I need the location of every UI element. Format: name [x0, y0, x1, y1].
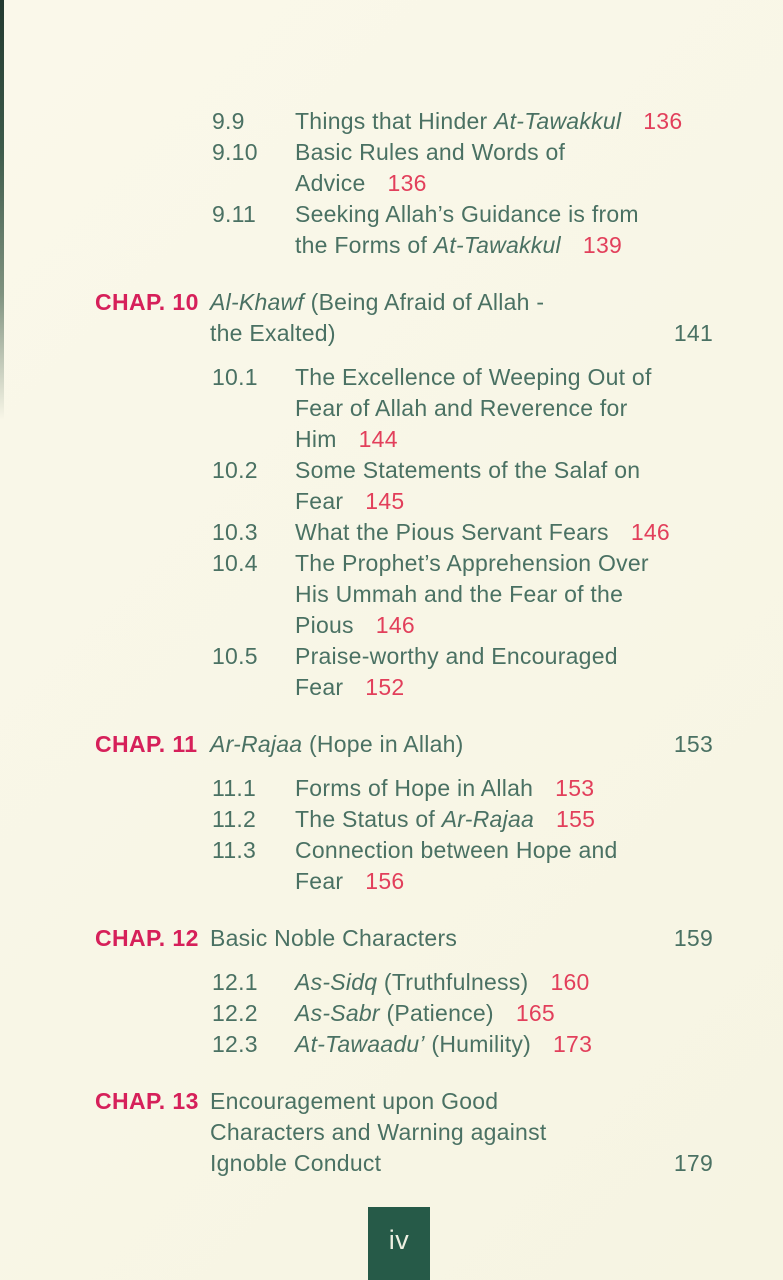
section-page-number: 160	[550, 969, 590, 995]
toc-list	[0, 106, 713, 1179]
title-text: Fear	[295, 868, 344, 894]
toc-section-entry	[0, 773, 713, 804]
section-number: 10.1	[212, 364, 258, 390]
toc-section-entry	[0, 455, 713, 517]
section-number: 12.1	[212, 969, 258, 995]
title-text-italic: Al-Khawf	[210, 289, 305, 315]
section-number: 12.3	[212, 1031, 258, 1057]
title-text: What the Pious Servant Fears	[295, 519, 609, 545]
entry-title	[295, 455, 713, 517]
section-number: 9.9	[212, 108, 245, 134]
title-text: (Being Afraid of Allah -	[304, 289, 545, 315]
section-page-number: 136	[387, 170, 427, 196]
title-text: Fear	[295, 674, 344, 700]
entry-title	[210, 287, 665, 349]
entry-title	[295, 641, 713, 703]
title-text: Some Statements of the Salaf on	[295, 457, 641, 483]
title-text: Connection between Hope and	[295, 837, 618, 863]
title-text: the Exalted)	[210, 320, 336, 346]
entry-title	[295, 362, 713, 455]
toc-section-entry	[0, 998, 713, 1029]
chapter-page-number: 179	[673, 1150, 713, 1176]
title-text: Forms of Hope in Allah	[295, 775, 534, 801]
toc-section-entry	[0, 1029, 713, 1060]
section-page-number: 156	[365, 868, 405, 894]
title-text-italic: Ar-Rajaa	[441, 806, 535, 832]
section-page-number: 144	[358, 426, 398, 452]
entry-title	[210, 729, 665, 760]
title-text: Basic Rules and Words of	[295, 139, 566, 165]
section-page-number: 145	[365, 488, 405, 514]
title-text: Characters and Warning against	[210, 1119, 547, 1145]
section-number: 11.1	[212, 775, 257, 801]
entry-title	[295, 548, 713, 641]
page-number-label: iv	[388, 1225, 410, 1255]
section-number: 11.2	[212, 806, 257, 832]
section-number: 10.2	[212, 457, 258, 483]
entry-title	[210, 923, 665, 954]
chapter-label: CHAP. 11	[95, 731, 198, 757]
entry-title	[295, 517, 713, 548]
toc-section-entry	[0, 517, 713, 548]
toc-section-entry	[0, 804, 713, 835]
title-text: Fear	[295, 488, 344, 514]
toc-chapter-entry	[0, 1086, 713, 1179]
section-page-number: 146	[630, 519, 670, 545]
title-text: Things that Hinder	[295, 108, 495, 134]
chapter-page-number: 141	[673, 320, 713, 346]
section-page-number: 139	[582, 232, 623, 258]
toc-section-entry	[0, 137, 713, 199]
chapter-label: CHAP. 13	[95, 1088, 199, 1114]
title-text: The Prophet’s Apprehension Over	[295, 550, 649, 576]
title-text: (Truthfulness)	[377, 969, 529, 995]
entry-title	[295, 773, 713, 804]
title-text-italic: As-Sabr	[295, 1000, 380, 1026]
entry-title	[295, 804, 713, 835]
section-page-number: 146	[375, 612, 415, 638]
entry-title	[295, 835, 713, 897]
section-number: 10.3	[212, 519, 258, 545]
toc-section-entry	[0, 362, 713, 455]
title-text-italic: Ar-Rajaa	[210, 731, 303, 757]
title-text: Advice	[295, 170, 366, 196]
toc-chapter-entry	[0, 923, 713, 954]
section-number: 10.4	[212, 550, 258, 576]
title-text: Pious	[295, 612, 354, 638]
toc-section-entry	[0, 199, 713, 261]
section-page-number: 153	[555, 775, 595, 801]
toc-section-entry	[0, 641, 713, 703]
title-text: (Humility)	[424, 1031, 532, 1057]
entry-title	[295, 137, 713, 199]
entry-title	[210, 1086, 665, 1179]
toc-chapter-entry	[0, 729, 713, 760]
title-text: Seeking Allah’s Guidance is from	[295, 201, 639, 227]
section-number: 11.3	[212, 837, 257, 863]
toc-section-entry	[0, 835, 713, 897]
title-text-italic: At-Tawakkul	[494, 108, 622, 134]
toc-section-entry	[0, 548, 713, 641]
entry-title	[295, 106, 713, 137]
section-page-number: 165	[515, 1000, 555, 1026]
title-text: The Status of	[295, 806, 442, 832]
title-text: Ignoble Conduct	[210, 1150, 382, 1176]
section-number: 12.2	[212, 1000, 258, 1026]
chapter-page-number: 159	[673, 925, 713, 951]
title-text-italic: As-Sidq	[295, 969, 378, 995]
title-text: (Patience)	[379, 1000, 494, 1026]
section-page-number: 152	[365, 674, 405, 700]
title-text: Him	[295, 426, 337, 452]
title-text: The Excellence of Weeping Out of	[295, 364, 652, 390]
title-text: Basic Noble Characters	[210, 925, 458, 951]
entry-title	[295, 1029, 713, 1060]
title-text: His Ummah and the Fear of the	[295, 581, 624, 607]
toc-section-entry	[0, 106, 713, 137]
page-number-footer	[368, 1207, 430, 1280]
entry-title	[295, 967, 713, 998]
toc-chapter-entry	[0, 287, 713, 349]
entry-title	[295, 998, 713, 1029]
chapter-label: CHAP. 12	[95, 925, 199, 951]
title-text-italic: At-Tawaadu’	[295, 1031, 425, 1057]
section-page-number: 173	[553, 1031, 593, 1057]
chapter-label: CHAP. 10	[95, 289, 199, 315]
title-text: (Hope in Allah)	[302, 731, 464, 757]
title-text-italic: At-Tawakkul	[433, 232, 561, 258]
toc-section-entry	[0, 967, 713, 998]
chapter-page-number: 153	[673, 731, 713, 757]
title-text: Encouragement upon Good	[210, 1088, 499, 1114]
section-page-number: 136	[643, 108, 683, 134]
title-text: the Forms of	[295, 232, 434, 258]
title-text: Fear of Allah and Reverence for	[295, 395, 628, 421]
section-number: 9.11	[212, 201, 257, 227]
title-text: Praise-worthy and Encouraged	[295, 643, 618, 669]
section-number: 9.10	[212, 139, 258, 165]
section-page-number: 155	[556, 806, 596, 832]
section-number: 10.5	[212, 643, 258, 669]
entry-title	[295, 199, 713, 261]
